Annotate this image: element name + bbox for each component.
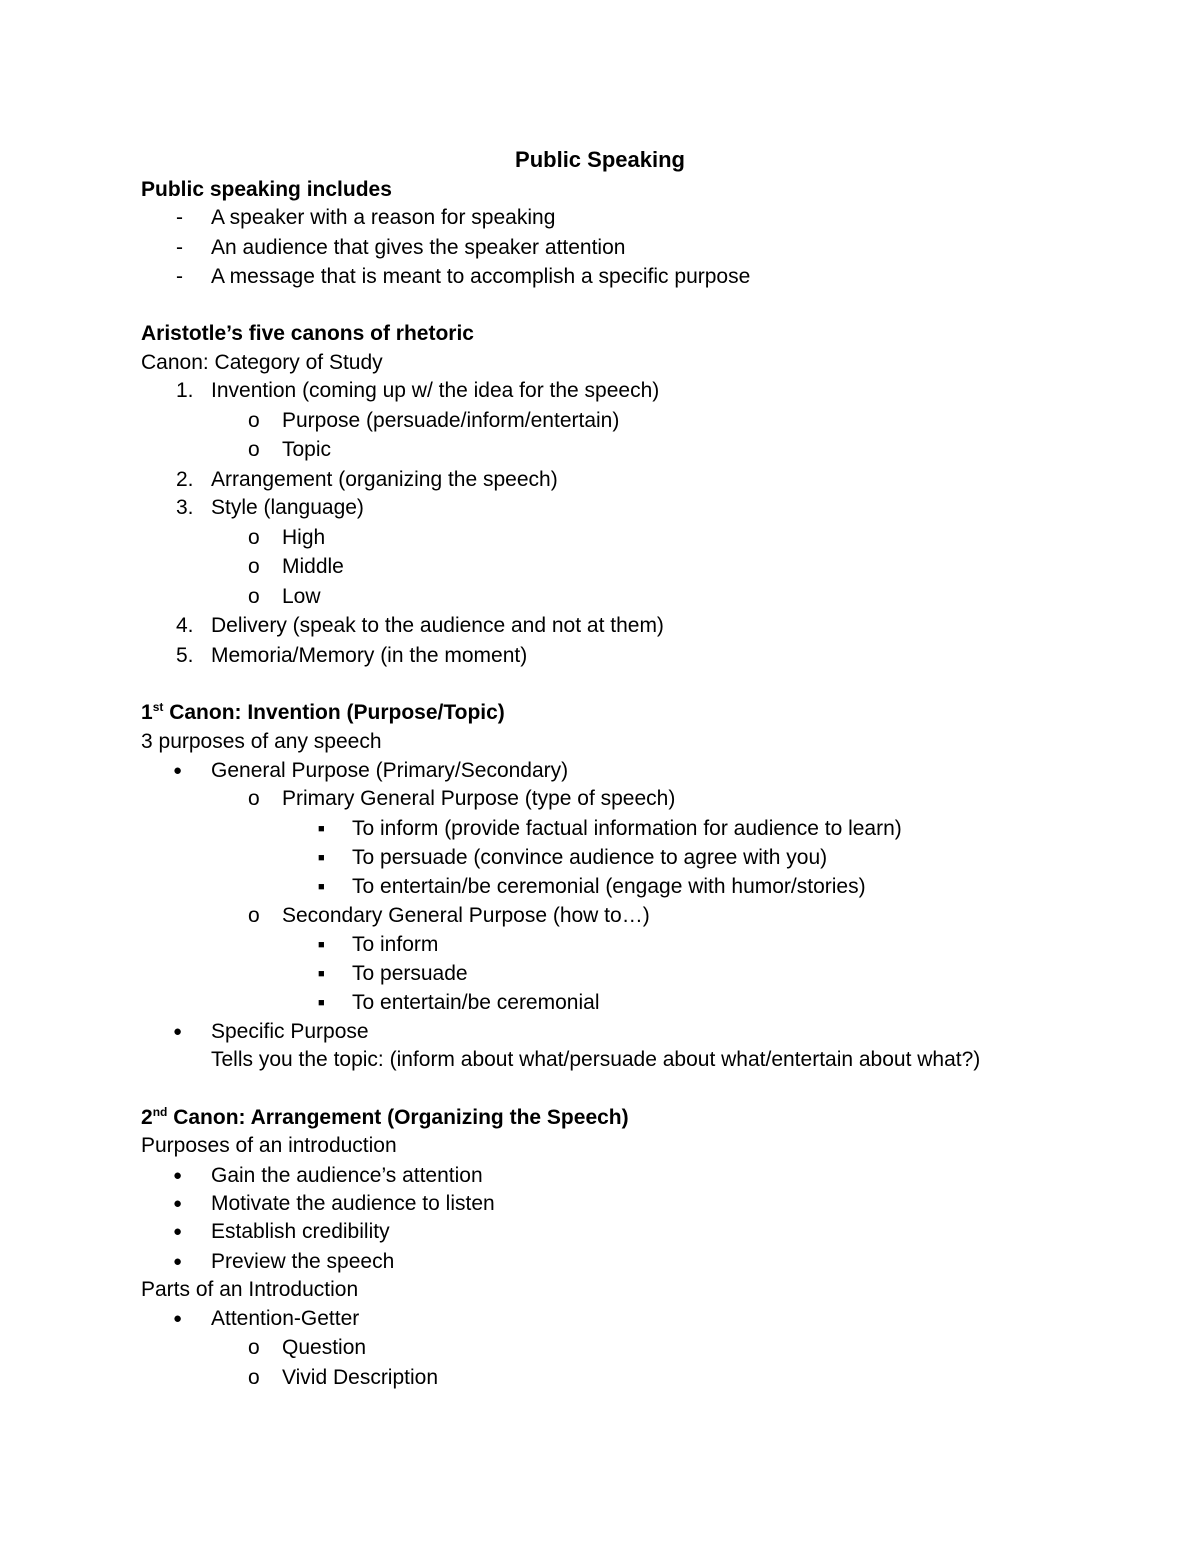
dash-marker: - [176,206,183,229]
list-item: To inform [352,933,439,956]
list-number: 4. [176,614,194,637]
heading-number: 2 [141,1106,153,1129]
bullet-icon: ● [173,1310,183,1327]
list-item: A speaker with a reason for speaking [211,206,556,229]
circle-bullet-icon: o [248,1336,260,1359]
square-bullet-icon: ■ [318,939,325,951]
list-item: An audience that gives the speaker attention [211,236,626,259]
square-bullet-icon: ■ [318,852,325,864]
section-heading-first-canon [141,699,505,727]
list-item: Style (language) [211,496,364,519]
square-bullet-icon: ■ [318,823,325,835]
list-item: Purpose (persuade/inform/entertain) [282,409,620,432]
bullet-icon: ● [173,1167,183,1184]
heading-ordinal-suffix: st [152,700,164,714]
subheading-intro-parts: Parts of an Introduction [141,1278,359,1301]
circle-bullet-icon: o [248,904,260,927]
circle-bullet-icon: o [248,438,260,461]
bullet-icon: ● [173,1195,183,1212]
list-item: Invention (coming up w/ the idea for the speech) [211,379,660,402]
square-bullet-icon: ■ [318,968,325,980]
list-item: Question [282,1336,367,1359]
bullet-icon: ● [173,1253,183,1270]
list-number: 5. [176,644,194,667]
list-item: To persuade (convince audience to agree with you) [352,846,828,869]
list-item: To entertain/be ceremonial [352,991,600,1014]
list-item: Gain the audience’s attention [211,1164,483,1187]
section-heading-second-canon [141,1104,629,1132]
list-number: 1. [176,379,194,402]
list-item: Establish credibility [211,1220,390,1243]
subheading-intro-purposes: Purposes of an introduction [141,1134,397,1157]
bullet-icon: ● [173,1223,183,1240]
list-item: Motivate the audience to listen [211,1192,495,1215]
list-number: 3. [176,496,194,519]
heading-ordinal-suffix: nd [152,1105,168,1119]
list-item: To persuade [352,962,468,985]
dash-marker: - [176,236,183,259]
circle-bullet-icon: o [248,787,260,810]
circle-bullet-icon: o [248,555,260,578]
list-item: Arrangement (organizing the speech) [211,468,558,491]
list-item: Primary General Purpose (type of speech) [282,787,676,810]
list-item: High [282,526,326,549]
heading-number: 1 [141,701,153,724]
subheading-three-purposes: 3 purposes of any speech [141,730,382,753]
heading-text: Canon: Invention (Purpose/Topic) [163,701,505,724]
list-item: General Purpose (Primary/Secondary) [211,759,569,782]
list-item: Low [282,585,321,608]
list-item: Preview the speech [211,1250,395,1273]
list-item: Secondary General Purpose (how to…) [282,904,650,927]
list-item: To entertain/be ceremonial (engage with humor/stories) [352,875,866,898]
list-item: Specific Purpose [211,1020,369,1043]
subheading-canon-definition: Canon: Category of Study [141,351,383,374]
list-item: To inform (provide factual information for audience to learn) [352,817,902,840]
bullet-icon: ● [173,762,183,779]
section-heading-public-speaking-includes: Public speaking includes [141,178,392,201]
section-heading-five-canons: Aristotle’s five canons of rhetoric [141,322,474,345]
list-item: Middle [282,555,344,578]
list-item: Memoria/Memory (in the moment) [211,644,528,667]
list-item: Attention-Getter [211,1307,360,1330]
bullet-icon: ● [173,1023,183,1040]
list-item-description: Tells you the topic: (inform about what/persuade about what/entertain about what?) [211,1048,981,1071]
dash-marker: - [176,265,183,288]
square-bullet-icon: ■ [318,997,325,1009]
heading-text: Canon: Arrangement (Organizing the Speech) [167,1106,629,1129]
list-item: Topic [282,438,332,461]
circle-bullet-icon: o [248,409,260,432]
circle-bullet-icon: o [248,526,260,549]
circle-bullet-icon: o [248,585,260,608]
list-item: Vivid Description [282,1366,439,1389]
list-item: A message that is meant to accomplish a specific purpose [211,265,751,288]
list-number: 2. [176,468,194,491]
list-item: Delivery (speak to the audience and not at them) [211,614,664,637]
circle-bullet-icon: o [248,1366,260,1389]
square-bullet-icon: ■ [318,881,325,893]
document-title: Public Speaking [515,147,685,172]
